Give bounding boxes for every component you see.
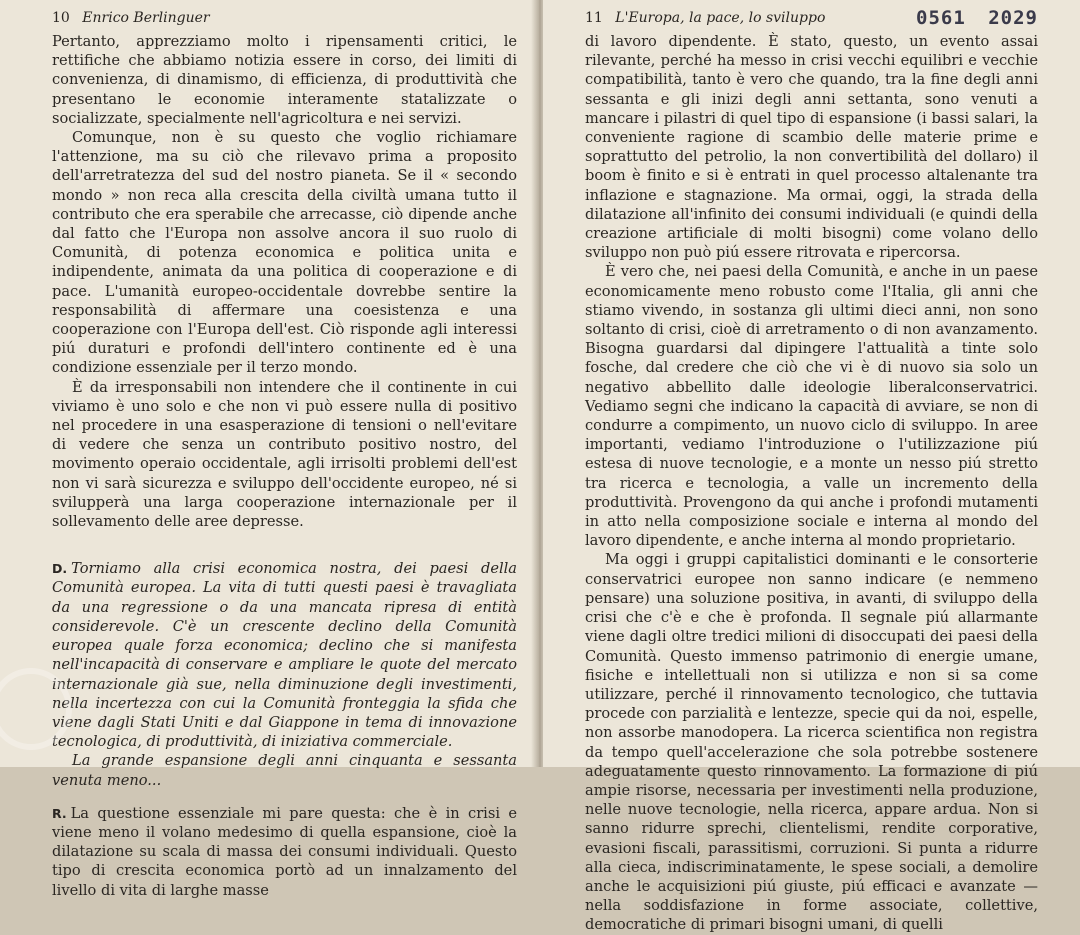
paragraph: Ma oggi i gruppi capitalistici dominanti e le consorterie conservatrici europee non sanno indicare (e nemmeno pensare) una soluzione positiva, in avanti, di sviluppo della crisi che c'è e che è profonda. Il segnale piú allarmante viene dagli oltre tredici milioni di disoccupati dei paesi della Comunità. Questo immenso patrimonio di energie umane, fisiche e intellettuali non si utilizza e non si sa come utilizzare, perché il rinnovamento tecnologico, che tuttavia procede con parzialità e lentezze, specie qui da noi, espelle, non assorbe manodopera. La ricerca scientifica non registra da tempo quell'accelerazione che sola potrebbe sostenere adeguatamente questo rinnovamento. La formazione di piú ampie risorse, necessaria per investimenti nella produzione, nelle nuove tecnologie, nella ricerca, appare ardua. Non si sanno ridurre sprechi, clientelismi, rendite corporative, evasioni fiscali, parassitismi, corruzioni. Si punta a ridurre alla cieca, indiscriminatamente, le spese sociali, a demolire anche le acquisizioni piú giuste, piú efficaci e avanzate — nella soddisfazione in forme associate, collettive, democratiche di primari bisogni umani, di quelli [585,551,1038,934]
question-label: D. [52,561,68,577]
question-text: Torniamo alla crisi economica nostra, dei paesi della Comunità europea. La vita di tutti questi paesi è travagliata da una regressione o da una mancata ripresa di entità considerevole. C'è un crescente declino della Comunità europea quale forza economica; declino che si manifesta nell'incapacità di conservare e ampliare le quote del mercato internazionale già sue, nella diminuzione degli investimenti, nella incertezza con cui la Comunità fronteggia la sfida che viene dagli Stati Uniti e dal Giappone in tema di innovazione tecnologica, di produttività, di iniziativa commerciale. [52,560,517,751]
paragraph: Pertanto, apprezziamo molto i ripensamenti critici, le rettifiche che abbiamo notizia essere in corso, dei limiti di convenienza, di dinamismo, di efficienza, di produttività che presentano le economie interamente statalizzate o socializzate, specialmente nell'agricoltura e nei servizi. [52,33,517,127]
interview-answer [52,804,517,900]
answer-text: La questione essenziale mi pare questa: che è in crisi e viene meno il volano medesimo di quella espansione, cioè la dilatazione su scala di massa dei consumi individuali. Questo tipo di crescita economica portò ad un innalzamento del livello di vita di larghe masse [52,804,517,899]
answer-label: R. [52,805,67,821]
right-page-number: 11 [585,10,603,26]
interview-question-cont: La grande espansione degli anni cinquanta e sessanta venuta meno... [52,752,517,789]
interview-question [52,559,517,751]
catalog-stamp: 0561 2029 [916,7,1038,29]
left-page-number: 10 [52,10,70,26]
left-page [0,0,537,899]
paragraph: Comunque, non è su questo che voglio richiamare l'attenzione, ma su ciò che rilevavo prima a proposito dell'arretratezza del sud del nostro pianeta. Se il « secondo mondo » non reca alla crescita della civiltà umana tutto il contributo che era sperabile che arrecasse, ciò dipende anche dal fatto che l'Europa non assolve ancora il suo ruolo di Comunità, di potenza economica e politica unita e indipendente, animata da una politica di cooperazione e di pace. L'umanità europeo-occidentale dovrebbe sentire la responsabilità di affermare una coesistenza e una cooperazione con l'Europa dell'est. Ciò risponde agli interessi piú duraturi e profondi dell'intero continente ed è una condizione essenziale per il terzo mondo. [52,129,517,377]
right-running-head: L'Europa, la pace, lo sviluppo [615,10,826,26]
left-running-head: Enrico Berlinguer [82,10,210,26]
right-page [543,0,1080,934]
right-header [585,8,1038,32]
paragraph: di lavoro dipendente. È stato, questo, un evento assai rilevante, perché ha messo in crisi vecchi equilibri e vecchie compatibilità, tanto è vero che quando, tra la fine degli anni sessanta e gli inizi degli anni settanta, sono venuti a mancare i pilastri di quel tipo di espansione (i bassi salari, la conveniente ragione di scambio delle materie prime e soprattutto del petrolio, la non convertibilità del dollaro) il boom è finito e si è entrati in quel processo altalenante tra inflazione e stagnazione. Ma ormai, oggi, la strada della dilatazione all'infinito dei consumi individuali (e quindi della creazione artificiale di molti bisogni) come volano dello sviluppo non può piú essere ritrovata e ripercorsa. [585,33,1038,262]
paragraph: È da irresponsabili non intendere che il continente in cui viviamo è uno solo e che non vi può essere nulla di positivo nel procedere in una esasperazione di tensioni o nell'evitare di vedere che senza un contributo positivo nostro, del movimento operaio occidentale, agli irrisolti problemi dell'est non vi sarà sicurezza e sviluppo dell'occidente europeo, né si svilupperà una larga cooperazione internazionale per il sollevamento delle aree depresse. [52,378,517,531]
paragraph: È vero che, nei paesi della Comunità, e anche in un paese economicamente meno robusto come l'Italia, gli anni che stiamo vivendo, in sostanza gli ultimi dieci anni, non sono soltanto di crisi, cioè di arretramento o di non avanzamento. Bisogna guardarsi dal dipingere l'attualità a tinte solo fosche, dal credere che ciò che vi è di nuovo sia solo un negativo abbellito dalle ideologie liberalconservatrici. Vediamo segni che indicano la capacità di avviare, se non di condurre a compimento, un nuovo ciclo di sviluppo. In aree importanti, vediamo l'introduzione o l'utilizzazione piú estesa di nuove tecnologie, e a monte un nesso piú stretto tra ricerca e tecnologia, a valle un incremento della produttività. Provengono da qui anche i profondi mutamenti in atto nella composizione sociale e interna al mondo del lavoro dipendente, e anche interna al mondo proprietario. [585,263,1038,550]
left-header [52,8,517,32]
